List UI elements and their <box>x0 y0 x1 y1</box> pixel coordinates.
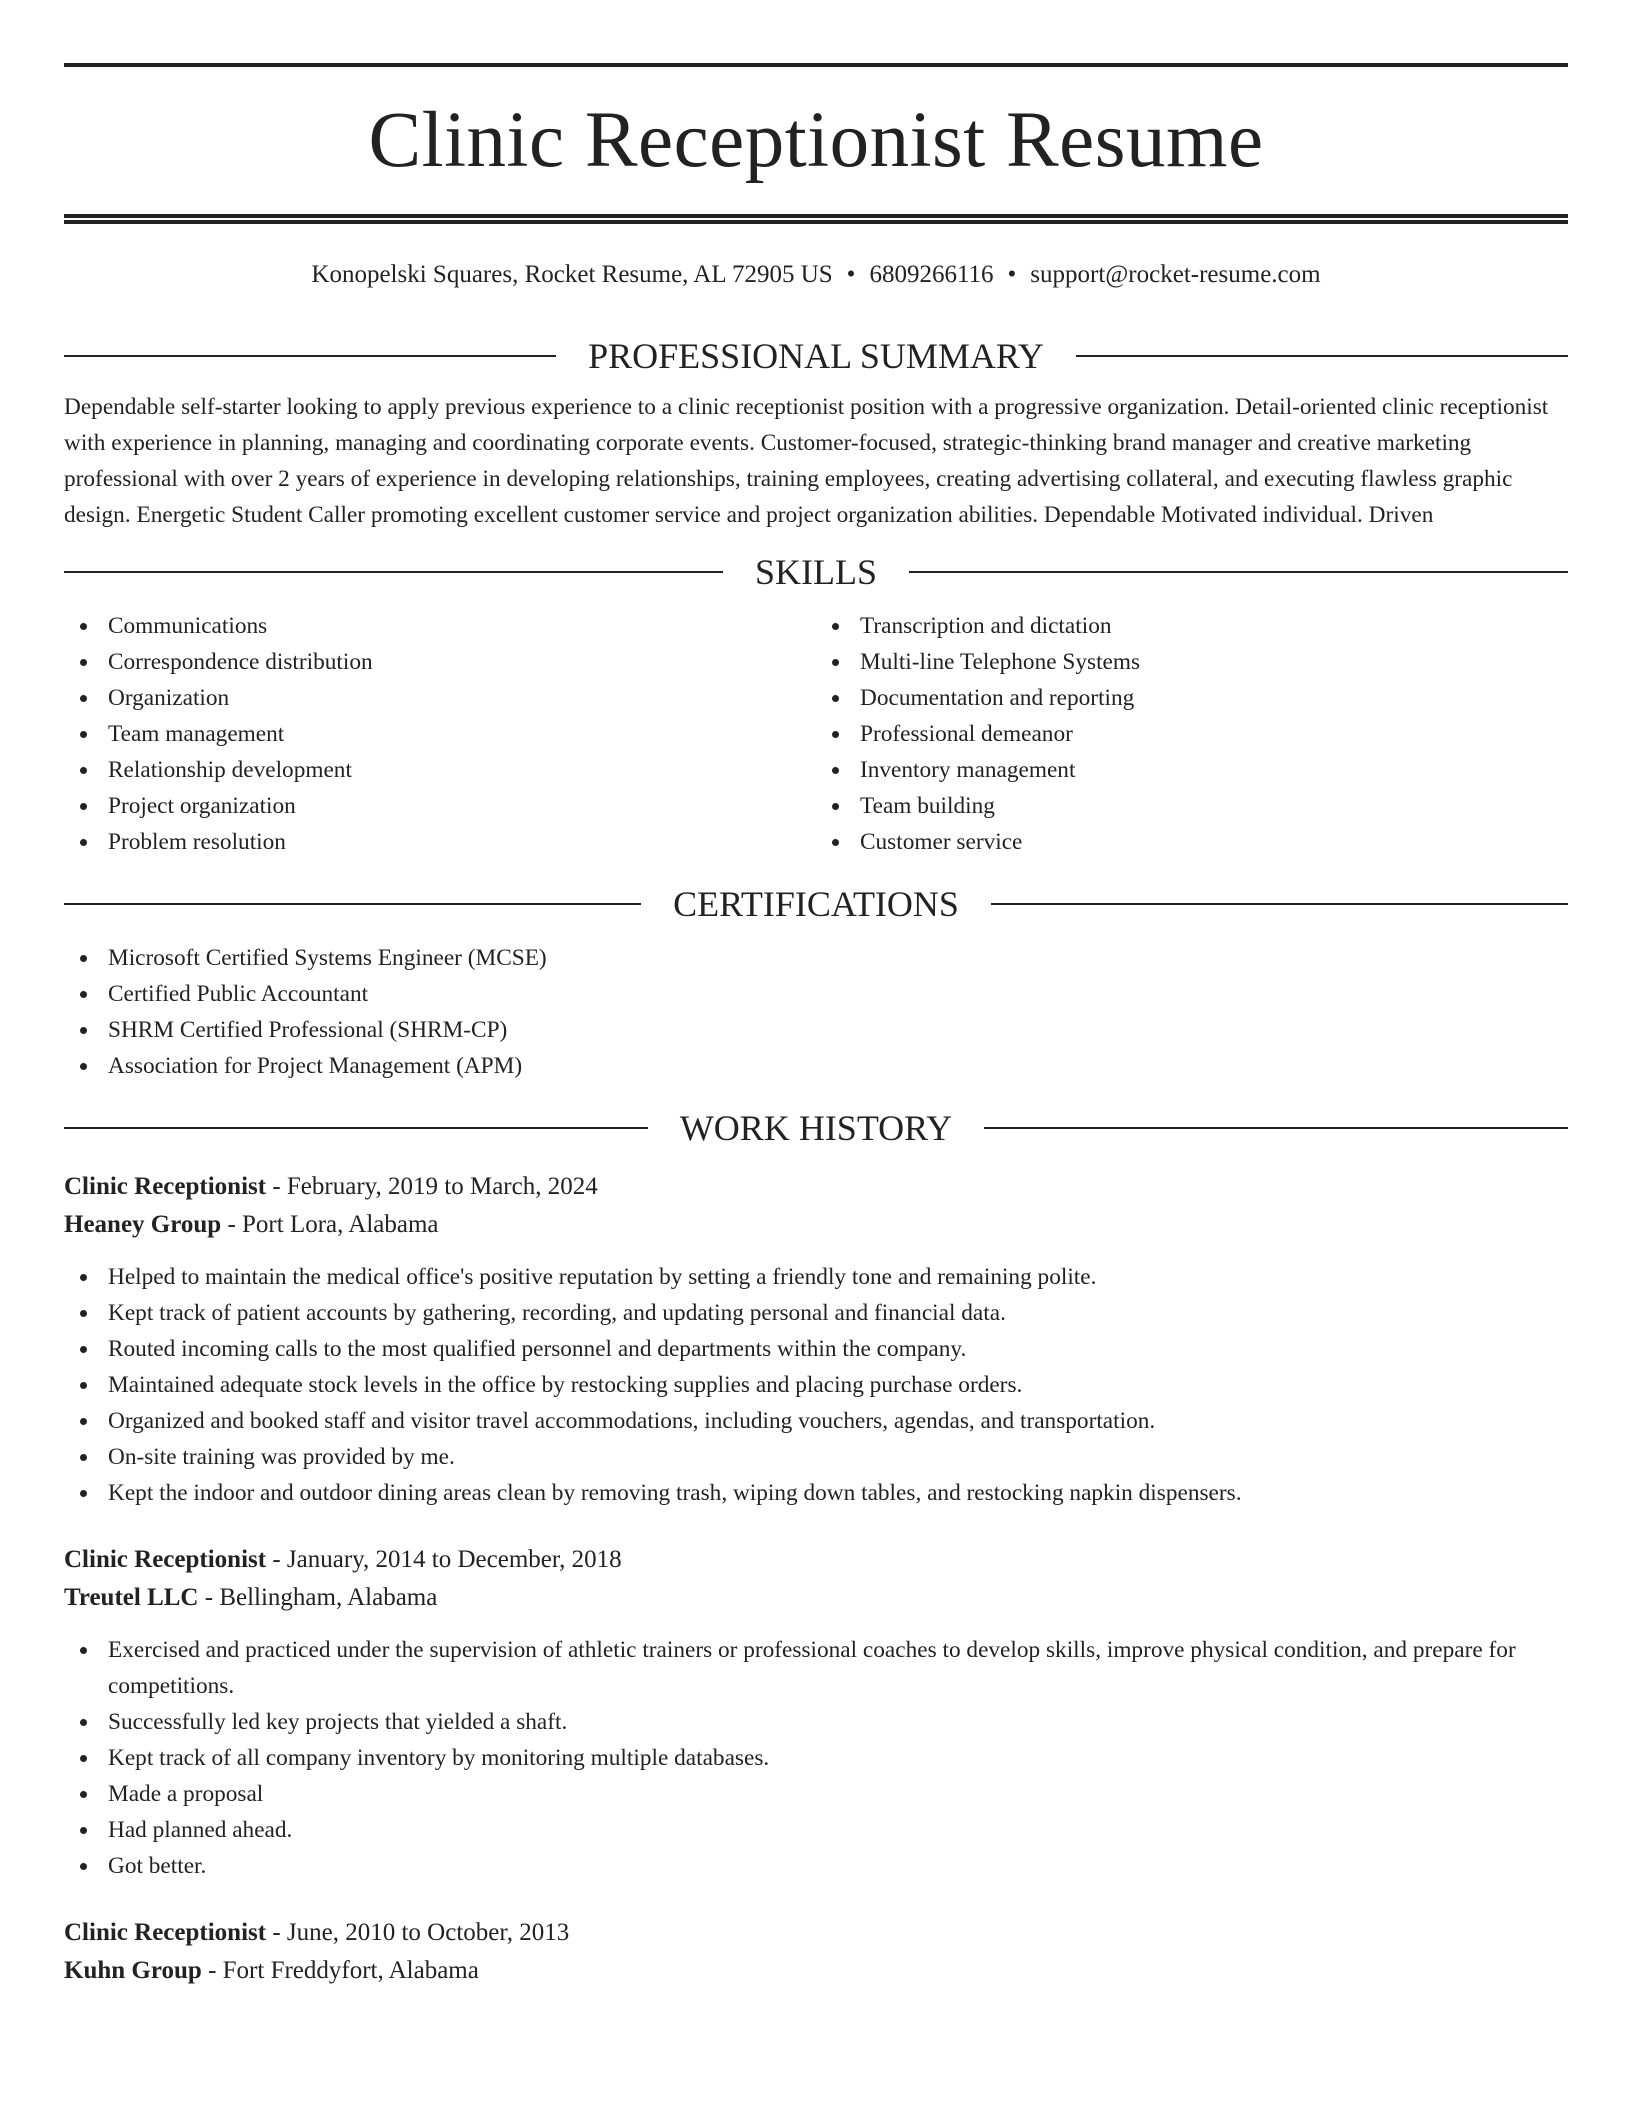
job-dates: - June, 2010 to October, 2013 <box>266 1919 570 1946</box>
job-title-line <box>64 1168 1568 1206</box>
skills-section-heading <box>64 554 1568 590</box>
heading-rule <box>64 355 556 357</box>
title-double-rule <box>64 214 1568 224</box>
skill-item: Problem resolution <box>64 824 816 860</box>
job-company-line <box>64 1206 1568 1244</box>
heading-rule <box>64 571 723 573</box>
skill-item: Customer service <box>816 824 1568 860</box>
skill-item: Project organization <box>64 788 816 824</box>
certification-item: Microsoft Certified Systems Engineer (MCSE) <box>64 940 1568 976</box>
skill-item: Organization <box>64 680 816 716</box>
work-history-section-heading <box>64 1110 1568 1146</box>
job-company-line <box>64 1952 1568 1990</box>
skill-item: Team building <box>816 788 1568 824</box>
certification-item: SHRM Certified Professional (SHRM-CP) <box>64 1012 1568 1048</box>
contact-address: Konopelski Squares, Rocket Resume, AL 72905 US <box>311 261 833 288</box>
skill-item: Inventory management <box>816 752 1568 788</box>
skill-item: Communications <box>64 608 816 644</box>
job-bullet: Routed incoming calls to the most qualified personnel and departments within the company. <box>64 1331 1568 1367</box>
certifications-heading-label: CERTIFICATIONS <box>673 884 959 924</box>
job-bullet: Organized and booked staff and visitor travel accommodations, including vouchers, agendas, and transportation. <box>64 1403 1568 1439</box>
heading-rule <box>991 903 1568 905</box>
summary-text: Dependable self-starter looking to apply previous experience to a clinic receptionist position with a progressive organization. Detail-oriented clinic receptionist with experience in planning, managing and coordinating corporate events. Customer-focused, strategic-thinking brand manager and creative marketing professional with over 2 years of experience in developing relationships, training employees, creating advertising collateral, and executing flawless graphic design. Energetic Student Caller promoting excellent customer service and project organization abilities. Dependable Motivated individual. Driven <box>64 394 1549 528</box>
contact-line <box>64 262 1568 287</box>
job-entry <box>64 1541 1568 1884</box>
job-company: Treutel LLC <box>64 1584 199 1611</box>
skill-item: Multi-line Telephone Systems <box>816 644 1568 680</box>
job-title: Clinic Receptionist <box>64 1173 267 1200</box>
contact-separator: • <box>846 261 856 288</box>
job-bullet: Successfully led key projects that yielded a shaft. <box>64 1704 1568 1740</box>
skill-item: Team management <box>64 716 816 752</box>
heading-rule <box>64 903 641 905</box>
skill-item: Professional demeanor <box>816 716 1568 752</box>
job-bullets <box>64 1632 1568 1884</box>
job-bullet: Made a proposal <box>64 1776 1568 1812</box>
page-title: Clinic Receptionist Resume <box>368 97 1264 184</box>
skills-list-right <box>816 608 1568 860</box>
work-history-heading-label: WORK HISTORY <box>679 1108 953 1148</box>
job-location: - Port Lora, Alabama <box>221 1211 439 1238</box>
top-rule <box>64 63 1568 67</box>
contact-phone: 6809266116 <box>869 261 994 288</box>
job-dates: - February, 2019 to March, 2024 <box>266 1173 598 1200</box>
heading-rule <box>984 1127 1568 1129</box>
contact-email: support@rocket-resume.com <box>1030 261 1321 288</box>
summary-heading-label: PROFESSIONAL SUMMARY <box>588 336 1044 376</box>
job-bullet: Had planned ahead. <box>64 1812 1568 1848</box>
skills-grid <box>64 608 1568 860</box>
job-title-line <box>64 1914 1568 1952</box>
job-bullet: Kept track of patient accounts by gathering, recording, and updating personal and financial data. <box>64 1295 1568 1331</box>
certification-item: Association for Project Management (APM) <box>64 1048 1568 1084</box>
heading-rule <box>909 571 1568 573</box>
job-bullet: Kept track of all company inventory by monitoring multiple databases. <box>64 1740 1568 1776</box>
job-location: - Fort Freddyfort, Alabama <box>201 1957 479 1984</box>
job-title-line <box>64 1541 1568 1579</box>
skill-item: Relationship development <box>64 752 816 788</box>
heading-rule <box>64 1127 648 1129</box>
job-dates: - January, 2014 to December, 2018 <box>266 1546 622 1573</box>
certifications-section-heading <box>64 886 1568 922</box>
skills-list-left <box>64 608 816 860</box>
contact-separator: • <box>1007 261 1017 288</box>
job-bullet: Exercised and practiced under the supervision of athletic trainers or professional coaches to develop skills, improve physical condition, and prepare for competitions. <box>64 1632 1568 1704</box>
job-bullet: Maintained adequate stock levels in the office by restocking supplies and placing purchase orders. <box>64 1367 1568 1403</box>
job-title: Clinic Receptionist <box>64 1919 267 1946</box>
summary-section-heading <box>64 338 1568 374</box>
skill-item: Documentation and reporting <box>816 680 1568 716</box>
job-bullet: Helped to maintain the medical office's positive reputation by setting a friendly tone and remaining polite. <box>64 1259 1568 1295</box>
certification-item: Certified Public Accountant <box>64 976 1568 1012</box>
job-bullet: On-site training was provided by me. <box>64 1439 1568 1475</box>
job-title: Clinic Receptionist <box>64 1546 267 1573</box>
skill-item: Transcription and dictation <box>816 608 1568 644</box>
job-company: Heaney Group <box>64 1211 222 1238</box>
job-company: Kuhn Group <box>64 1957 202 1984</box>
job-bullet: Got better. <box>64 1848 1568 1884</box>
job-location: - Bellingham, Alabama <box>198 1584 438 1611</box>
job-company-line <box>64 1579 1568 1617</box>
skills-heading-label: SKILLS <box>755 552 878 592</box>
heading-rule <box>1076 355 1568 357</box>
job-entry <box>64 1914 1568 1990</box>
skill-item: Correspondence distribution <box>64 644 816 680</box>
job-entry <box>64 1168 1568 1511</box>
job-bullet: Kept the indoor and outdoor dining areas clean by removing trash, wiping down tables, and restocking napkin dispensers. <box>64 1475 1568 1511</box>
certifications-list <box>64 940 1568 1084</box>
job-bullets <box>64 1259 1568 1511</box>
